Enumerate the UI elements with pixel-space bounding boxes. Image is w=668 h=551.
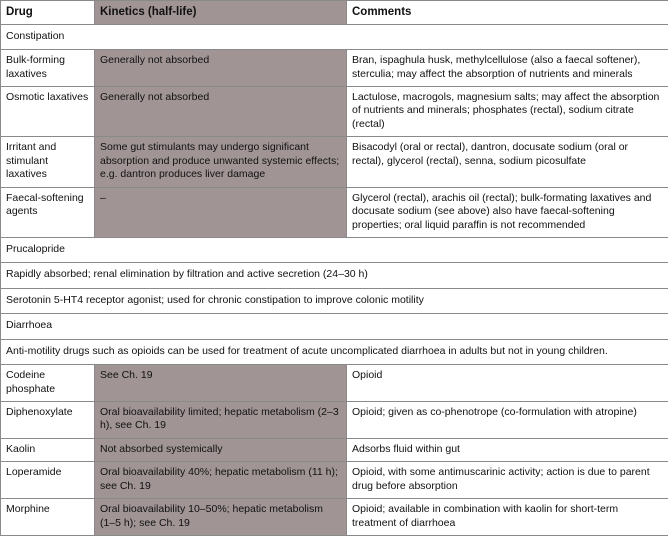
drug-cell: Bulk-forming laxatives — [1, 50, 95, 87]
table-row — [1, 499, 668, 536]
prucalopride-kinetics-note: Rapidly absorbed; renal elimination by filtration and active secretion (24–30 h) — [1, 263, 668, 288]
table-row — [1, 365, 668, 402]
note-row — [1, 263, 668, 288]
drug-cell: Faecal-softening agents — [1, 187, 95, 237]
section-row — [1, 24, 668, 49]
section-row — [1, 314, 668, 339]
kinetics-cell: Not absorbed systemically — [95, 438, 347, 461]
table-row — [1, 50, 668, 87]
kinetics-cell: Generally not absorbed — [95, 87, 347, 137]
drug-cell: Codeine phosphate — [1, 365, 95, 402]
comments-cell: Bran, ispaghula husk, methylcellulose (also a faecal softener), sterculia; may affect the absorption of nutrients and minerals — [347, 50, 668, 87]
comments-cell: Opioid — [347, 365, 668, 402]
drug-cell: Morphine — [1, 499, 95, 536]
table-row — [1, 187, 668, 237]
note-row — [1, 339, 668, 364]
kinetics-cell: Oral bioavailability limited; hepatic metabolism (2–3 h), see Ch. 19 — [95, 402, 347, 439]
comments-cell: Opioid, with some antimuscarinic activity; action is due to parent drug before absorption — [347, 462, 668, 499]
section-row — [1, 237, 668, 262]
table-row — [1, 87, 668, 137]
comments-cell: Bisacodyl (oral or rectal), dantron, docusate sodium (oral or rectal), glycerol (rectal), senna, sodium picosulfate — [347, 137, 668, 187]
drug-cell: Loperamide — [1, 462, 95, 499]
note-row — [1, 288, 668, 313]
header-comments: Comments — [347, 1, 668, 25]
section-diarrhoea: Diarrhoea — [1, 314, 668, 339]
section-constipation: Constipation — [1, 24, 668, 49]
drug-cell: Osmotic laxatives — [1, 87, 95, 137]
section-prucalopride: Prucalopride — [1, 237, 668, 262]
comments-cell: Lactulose, macrogols, magnesium salts; may affect the absorption of nutrients and minerals; phosphates (rectal), sodium citrate (rectal) — [347, 87, 668, 137]
table-row — [1, 137, 668, 187]
table-row — [1, 438, 668, 461]
table-row — [1, 462, 668, 499]
drug-cell: Kaolin — [1, 438, 95, 461]
comments-cell: Glycerol (rectal), arachis oil (rectal); bulk-formating laxatives and docusate sodium (see above) also have faecal-softening properties; oral liquid paraffin is not recommended — [347, 187, 668, 237]
kinetics-cell: Oral bioavailability 10–50%; hepatic metabolism (1–5 h); see Ch. 19 — [95, 499, 347, 536]
table-row — [1, 402, 668, 439]
header-drug: Drug — [1, 1, 95, 25]
kinetics-cell: – — [95, 187, 347, 237]
diarrhoea-note: Anti-motility drugs such as opioids can be used for treatment of acute uncomplicated diarrhoea in adults but not in young children. — [1, 339, 668, 364]
kinetics-cell: See Ch. 19 — [95, 365, 347, 402]
drug-cell: Irritant and stimulant laxatives — [1, 137, 95, 187]
drug-cell: Diphenoxylate — [1, 402, 95, 439]
kinetics-cell: Some gut stimulants may undergo significant absorption and produce unwanted systemic effects; e.g. dantron produces liver damage — [95, 137, 347, 187]
comments-cell: Opioid; available in combination with kaolin for short-term treatment of diarrhoea — [347, 499, 668, 536]
kinetics-cell: Generally not absorbed — [95, 50, 347, 87]
comments-cell: Opioid; given as co-phenotrope (co-formulation with atropine) — [347, 402, 668, 439]
header-row — [1, 1, 668, 25]
header-kinetics: Kinetics (half-life) — [95, 1, 347, 25]
comments-cell: Adsorbs fluid within gut — [347, 438, 668, 461]
kinetics-cell: Oral bioavailability 40%; hepatic metabolism (11 h); see Ch. 19 — [95, 462, 347, 499]
prucalopride-comment-note: Serotonin 5-HT4 receptor agonist; used for chronic constipation to improve colonic motility — [1, 288, 668, 313]
